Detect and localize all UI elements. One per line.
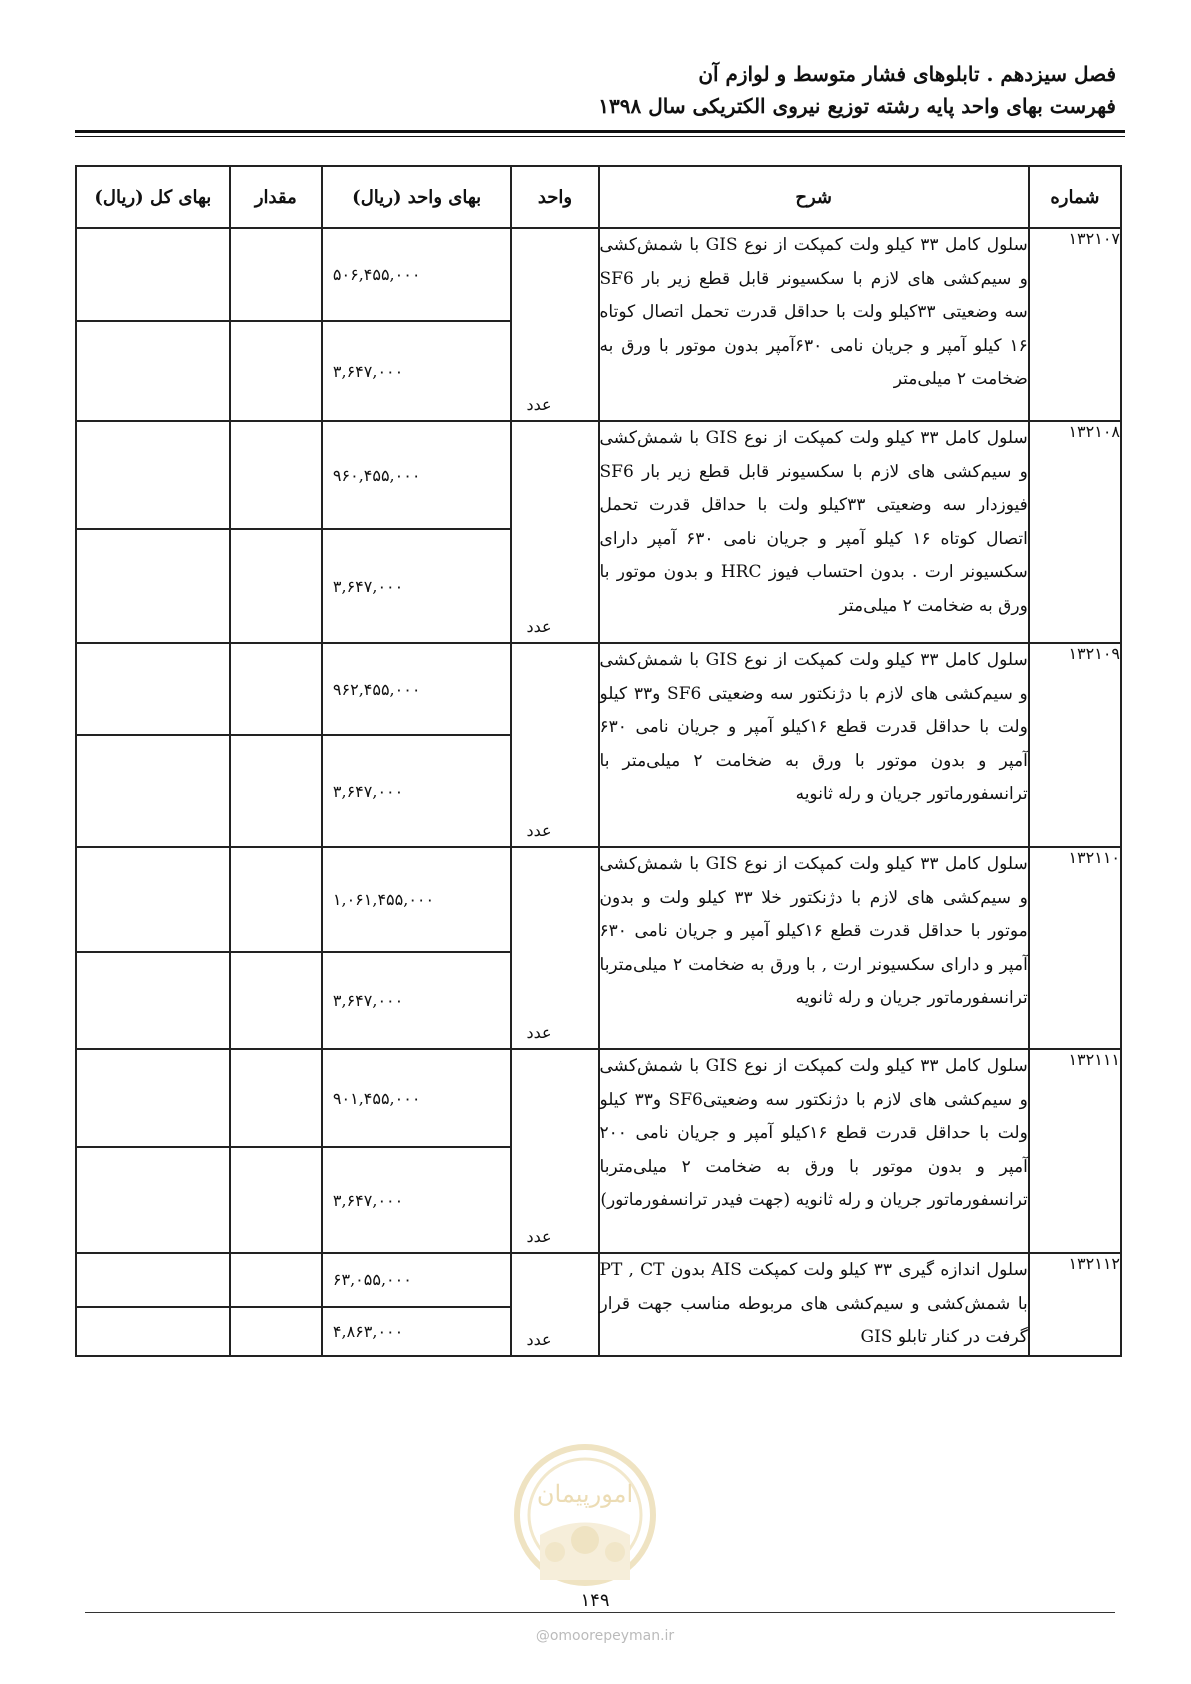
watermark-seal xyxy=(510,1440,660,1610)
item-number: ۱۳۲۱۱۲ xyxy=(1029,1253,1121,1356)
header-rule-thin xyxy=(75,136,1125,137)
unit-price-cell: ۹۶۲,۴۵۵,۰۰۰ xyxy=(322,643,512,735)
footer-rule xyxy=(85,1612,1115,1613)
quantity-cell[interactable] xyxy=(230,643,322,735)
quantity-cell[interactable] xyxy=(230,529,322,643)
col-header-number: شماره xyxy=(1029,166,1121,228)
quantity-cell[interactable] xyxy=(230,1147,322,1253)
quantity-cell[interactable] xyxy=(230,1307,322,1356)
total-price-cell[interactable] xyxy=(76,1049,230,1147)
total-price-cell[interactable] xyxy=(76,735,230,847)
unit-price-cell: ۹۰۱,۴۵۵,۰۰۰ xyxy=(322,1049,512,1147)
item-unit: عدد xyxy=(511,1253,598,1356)
total-price-cell[interactable] xyxy=(76,1253,230,1307)
unit-price-cell: ۶۳,۰۵۵,۰۰۰ xyxy=(322,1253,512,1307)
total-price-cell[interactable] xyxy=(76,228,230,321)
total-price-cell[interactable] xyxy=(76,952,230,1049)
item-number: ۱۳۲۱۰۹ xyxy=(1029,643,1121,847)
quantity-cell[interactable] xyxy=(230,847,322,952)
item-number: ۱۳۲۱۰۸ xyxy=(1029,421,1121,643)
item-description: سلول کامل ۳۳ کیلو ولت کمپکت از نوع GIS با شمش‌کشی و سیم‌کشی های لازم با دژنکتور خلا ۳۳ کیلو ولت و بدون موتور با حداقل قدرت قطع ۱۶کیلو آمپر و جریان نامی ۶۳۰ آمپر و دارای سکسیونر ارت , با ورق به ضخامت ۲ میلی‌متربا ترانسفورماتور جریان و رله ثانویه xyxy=(599,847,1029,1049)
col-header-total-price: بهای کل (ریال) xyxy=(76,166,230,228)
total-price-cell[interactable] xyxy=(76,847,230,952)
item-unit: عدد xyxy=(511,228,598,421)
item-unit: عدد xyxy=(511,421,598,643)
price-table xyxy=(75,165,1122,1357)
item-number: ۱۳۲۱۱۰ xyxy=(1029,847,1121,1049)
table-row xyxy=(76,1049,1121,1147)
unit-price-cell: ۳,۶۴۷,۰۰۰ xyxy=(322,952,512,1049)
website-watermark: @omoorepeyman.ir xyxy=(535,1628,675,1644)
seal-icon xyxy=(510,1440,660,1610)
total-price-cell[interactable] xyxy=(76,1307,230,1356)
table-row xyxy=(76,847,1121,952)
total-price-cell[interactable] xyxy=(76,529,230,643)
item-description: سلول کامل ۳۳ کیلو ولت کمپکت از نوع GIS با شمش‌کشی و سیم‌کشی های لازم با دژنکتور سه وضعیتی SF6 و۳۳ کیلو ولت با حداقل قدرت قطع ۱۶کیلو آمپر و جریان نامی ۶۳۰ آمپر و بدون موتور با ورق به ضخامت ۲ میلی‌متر با ترانسفورماتور جریان و رله ثانویه xyxy=(599,643,1029,847)
item-description: سلول کامل ۳۳ کیلو ولت کمپکت از نوع GIS با شمش‌کشی و سیم‌کشی های لازم با سکسیونر قابل قطع زیر بار SF6 فیوزدار سه وضعیتی ۳۳کیلو ولت با حداقل قدرت تحمل اتصال کوتاه ۱۶ کیلو آمپر و جریان نامی ۶۳۰ آمپر دارای سکسیونر ارت . بدون احتساب فیوز HRC و بدون موتور با ورق به ضخامت ۲ میلی‌متر xyxy=(599,421,1029,643)
unit-price-cell: ۴,۸۶۳,۰۰۰ xyxy=(322,1307,512,1356)
quantity-cell[interactable] xyxy=(230,1049,322,1147)
quantity-cell[interactable] xyxy=(230,421,322,529)
col-header-description: شرح xyxy=(599,166,1029,228)
page-header xyxy=(66,58,1116,122)
quantity-cell[interactable] xyxy=(230,228,322,321)
table-row xyxy=(76,421,1121,529)
page-number: ۱۴۹ xyxy=(580,1590,610,1611)
col-header-unit-price: بهای واحد (ریال) xyxy=(322,166,512,228)
unit-price-cell: ۳,۶۴۷,۰۰۰ xyxy=(322,529,512,643)
total-price-cell[interactable] xyxy=(76,1147,230,1253)
quantity-cell[interactable] xyxy=(230,1253,322,1307)
unit-price-cell: ۵۰۶,۴۵۵,۰۰۰ xyxy=(322,228,512,321)
chapter-title: فصل سیزدهم . تابلوهای فشار متوسط و لوازم آن xyxy=(698,62,1116,86)
document-title: فهرست بهای واحد پایه رشته توزیع نیروی الکتریکی سال ۱۳۹۸ xyxy=(598,94,1116,118)
item-number: ۱۳۲۱۱۱ xyxy=(1029,1049,1121,1253)
table-row xyxy=(76,1253,1121,1307)
total-price-cell[interactable] xyxy=(76,643,230,735)
total-price-cell[interactable] xyxy=(76,421,230,529)
quantity-cell[interactable] xyxy=(230,735,322,847)
item-description: سلول کامل ۳۳ کیلو ولت کمپکت از نوع GIS با شمش‌کشی و سیم‌کشی های لازم با دژنکتور سه وضعیتیSF6 و۳۳ کیلو ولت با حداقل قدرت قطع ۱۶کیلو آمپر و جریان نامی ۲۰۰ آمپر و بدون موتور با ورق به ضخامت ۲ میلی‌متربا ترانسفورماتور جریان و رله ثانویه (جهت فیدر ترانسفورماتور) xyxy=(599,1049,1029,1253)
unit-price-cell: ۳,۶۴۷,۰۰۰ xyxy=(322,1147,512,1253)
item-unit: عدد xyxy=(511,1049,598,1253)
col-header-unit: واحد xyxy=(511,166,598,228)
item-number: ۱۳۲۱۰۷ xyxy=(1029,228,1121,421)
total-price-cell[interactable] xyxy=(76,321,230,421)
watermark-text: امورپیمان xyxy=(536,1480,634,1508)
item-description: سلول کامل ۳۳ کیلو ولت کمپکت از نوع GIS با شمش‌کشی و سیم‌کشی های لازم با سکسیونر قابل قطع زیر بار SF6 سه وضعیتی ۳۳کیلو ولت با حداقل قدرت تحمل اتصال کوتاه ۱۶ کیلو آمپر و جریان نامی ۶۳۰آمپر بدون موتور با ورق به ضخامت ۲ میلی‌متر xyxy=(599,228,1029,421)
table-header-row xyxy=(76,166,1121,228)
unit-price-cell: ۳,۶۴۷,۰۰۰ xyxy=(322,735,512,847)
item-description: سلول اندازه گیری ۳۳ کیلو ولت کمپکت AIS بدون PT , CT با شمش‌کشی و سیم‌کشی های مربوطه مناسب جهت قرار گرفت در کنار تابلو GIS xyxy=(599,1253,1029,1356)
item-unit: عدد xyxy=(511,847,598,1049)
header-rule-thick xyxy=(75,130,1125,133)
item-unit: عدد xyxy=(511,643,598,847)
unit-price-cell: ۳,۶۴۷,۰۰۰ xyxy=(322,321,512,421)
table-row xyxy=(76,228,1121,321)
unit-price-cell: ۱,۰۶۱,۴۵۵,۰۰۰ xyxy=(322,847,512,952)
table-row xyxy=(76,643,1121,735)
quantity-cell[interactable] xyxy=(230,321,322,421)
col-header-quantity: مقدار xyxy=(230,166,322,228)
unit-price-cell: ۹۶۰,۴۵۵,۰۰۰ xyxy=(322,421,512,529)
quantity-cell[interactable] xyxy=(230,952,322,1049)
